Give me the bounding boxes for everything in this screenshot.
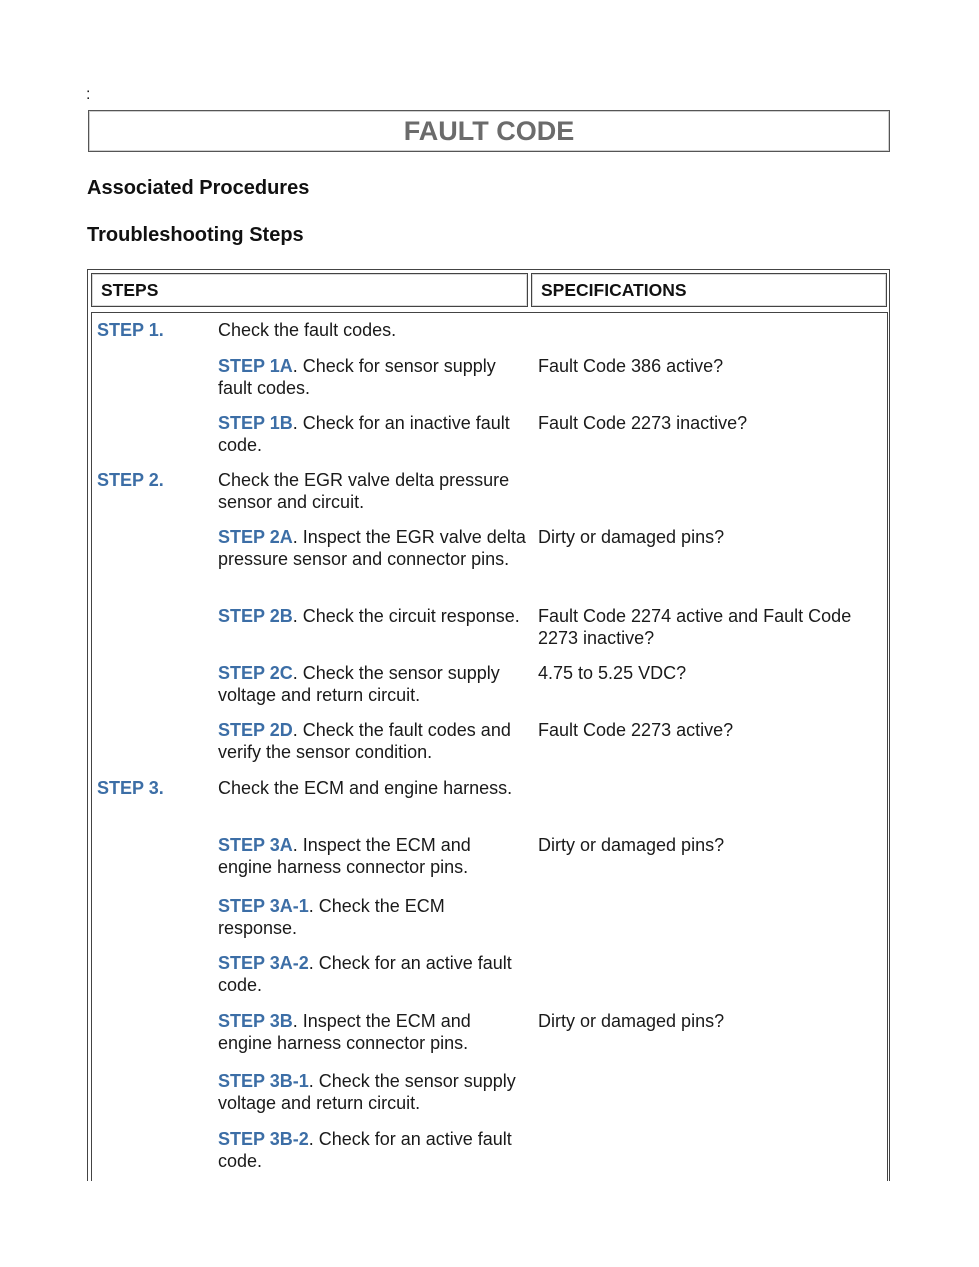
step-description: STEP 3A-2. Check for an active fault code.	[218, 953, 512, 995]
step-specification: Dirty or damaged pins?	[538, 527, 725, 547]
heading-associated-procedures: Associated Procedures	[87, 177, 310, 199]
step-specification: Dirty or damaged pins?	[538, 1011, 725, 1031]
step-label: STEP 2.	[97, 470, 164, 490]
substep-link[interactable]: STEP 3B	[218, 1011, 293, 1031]
substep-link[interactable]: STEP 1B	[218, 413, 293, 433]
title-box	[88, 110, 890, 152]
step-description: STEP 2A. Inspect the EGR valve delta pressure sensor and connector pins.	[218, 527, 526, 569]
page-colon: :	[86, 86, 91, 103]
step-specification: Fault Code 2274 active and Fault Code 2273 inactive?	[538, 606, 852, 648]
step-label: STEP 1.	[97, 320, 164, 340]
step-description: STEP 3A. Inspect the ECM and engine harness connector pins.	[218, 835, 471, 877]
substep-link[interactable]: STEP 3A	[218, 835, 293, 855]
step-specification: Dirty or damaged pins?	[538, 835, 725, 855]
step-specification: Fault Code 386 active?	[538, 356, 724, 376]
step-description: STEP 1A. Check for sensor supply fault codes.	[218, 356, 496, 398]
substep-link[interactable]: STEP 1A	[218, 356, 293, 376]
substep-link[interactable]: STEP 3B-2	[218, 1129, 309, 1149]
step-description: STEP 2D. Check the fault codes and verify the sensor condition.	[218, 720, 511, 762]
substep-link[interactable]: STEP 3A-2	[218, 953, 309, 973]
step-description: STEP 3B. Inspect the ECM and engine harness connector pins.	[218, 1011, 471, 1053]
substep-link[interactable]: STEP 2C	[218, 663, 293, 683]
step-description: Check the EGR valve delta pressure sensor and circuit.	[218, 470, 510, 512]
step-label: STEP 3.	[97, 778, 164, 798]
substep-link[interactable]: STEP 2D	[218, 720, 293, 740]
page-title: FAULT CODE	[403, 115, 575, 146]
step-description: Check the fault codes.	[218, 320, 397, 340]
step-description: STEP 3B-1. Check the sensor supply voltage and return circuit.	[218, 1071, 516, 1113]
substep-link[interactable]: STEP 2A	[218, 527, 293, 547]
step-description: STEP 1B. Check for an inactive fault code.	[218, 413, 510, 455]
step-description: STEP 2C. Check the sensor supply voltage and return circuit.	[218, 663, 500, 705]
step-description: STEP 3B-2. Check for an active fault code.	[218, 1129, 512, 1171]
substep-link[interactable]: STEP 3A-1	[218, 896, 309, 916]
step-specification: Fault Code 2273 active?	[538, 720, 734, 740]
step-specification: Fault Code 2273 inactive?	[538, 413, 748, 433]
heading-troubleshooting-steps: Troubleshooting Steps	[87, 224, 304, 246]
column-header-specifications: SPECIFICATIONS	[531, 273, 887, 307]
substep-link[interactable]: STEP 2B	[218, 606, 293, 626]
substep-link[interactable]: STEP 3B-1	[218, 1071, 309, 1091]
column-header-steps: STEPS	[91, 273, 528, 307]
step-specification: 4.75 to 5.25 VDC?	[538, 663, 687, 683]
step-description: Check the ECM and engine harness.	[218, 778, 513, 798]
step-description: STEP 2B. Check the circuit response.	[218, 606, 520, 626]
step-description: STEP 3A-1. Check the ECM response.	[218, 896, 445, 938]
